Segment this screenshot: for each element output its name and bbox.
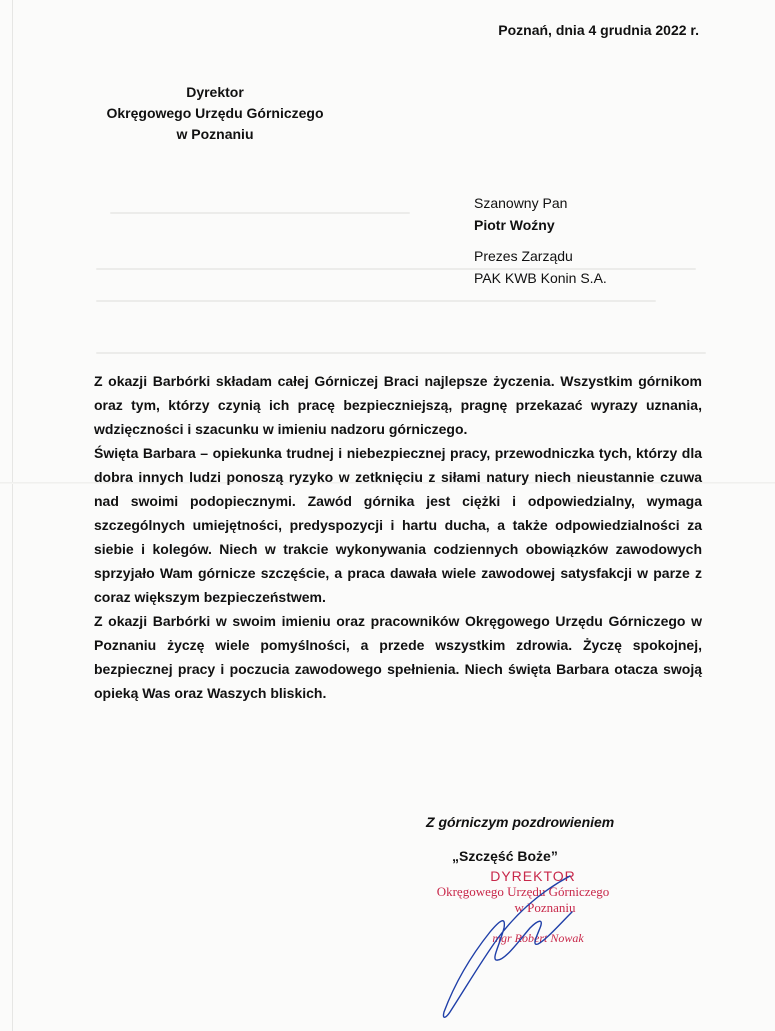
recipient-block <box>474 192 607 289</box>
stamp-title: DYREKTOR <box>490 868 576 884</box>
date-line: Poznań, dnia 4 grudnia 2022 r. <box>498 22 699 38</box>
closing-greeting: Z górniczym pozdrowieniem <box>426 814 615 830</box>
recipient-salutation: Szanowny Pan <box>474 195 568 211</box>
body-paragraph: Z okazji Barbórki w swoim imieniu oraz pracowników Okręgowego Urzędu Górniczego w Poznaniu życzę wiele pomyślności, a przede wszystkim zdrowia. Życzę spokojnej, bezpiecznej pracy i poczucia zawodowego spełnienia. Niech święta Barbara otacza swoją opieką Was oraz Waszych bliskich. <box>94 613 702 701</box>
stamp-office: Okręgowego Urzędu Górniczego <box>436 884 610 899</box>
letter-body <box>94 369 702 705</box>
body-paragraph: Święta Barbara – opiekunka trudnej i niebezpiecznej pracy, przewodniczka tych, którzy dla dobra innych ludzi ponoszą ryzyko w zetknięciu z siłami natury niech nieustannie czuwa nad swoimi podopiecznymi. Zawód górnika jest ciężki i odpowiedzialny, wymaga szczególnych umiejętności, predyspozycji i hartu ducha, a także odpowiedzialności za siebie i kolegów. Niech w trakcie wykonywania codziennych obowiązków zawodowych sprzyjało Wam górnicze szczęście, a praca dawała wiele zawodowej satysfakcji w parze z coraz większym bezpieczeństwem. <box>94 445 702 605</box>
closing-motto: „Szczęść Boże” <box>452 848 558 864</box>
stamp-city: w Poznaniu <box>514 900 576 915</box>
bleed-through <box>96 300 656 302</box>
sender-line: w Poznaniu <box>176 126 254 142</box>
sender-block <box>90 82 340 145</box>
sender-line: Dyrektor <box>186 84 244 100</box>
recipient-position: Prezes Zarządu <box>474 248 573 264</box>
recipient-company: PAK KWB Konin S.A. <box>474 270 607 286</box>
handwritten-signature <box>420 862 600 1022</box>
sender-line: Okręgowego Urzędu Górniczego <box>106 105 324 121</box>
stamp-name: mgr Robert Nowak <box>492 931 584 945</box>
bleed-through <box>96 352 706 354</box>
bleed-through <box>110 212 410 214</box>
page-edge <box>12 0 13 1031</box>
recipient-name: Piotr Woźny <box>474 217 555 233</box>
body-paragraph: Z okazji Barbórki składam całej Górniczej Braci najlepsze życzenia. Wszystkim górnikom oraz tym, którzy czynią ich pracę bezpieczniejszą, pragnę przekazać wyrazy uznania, wdzięczności i szacunku w imieniu nadzoru górniczego. <box>94 373 702 437</box>
